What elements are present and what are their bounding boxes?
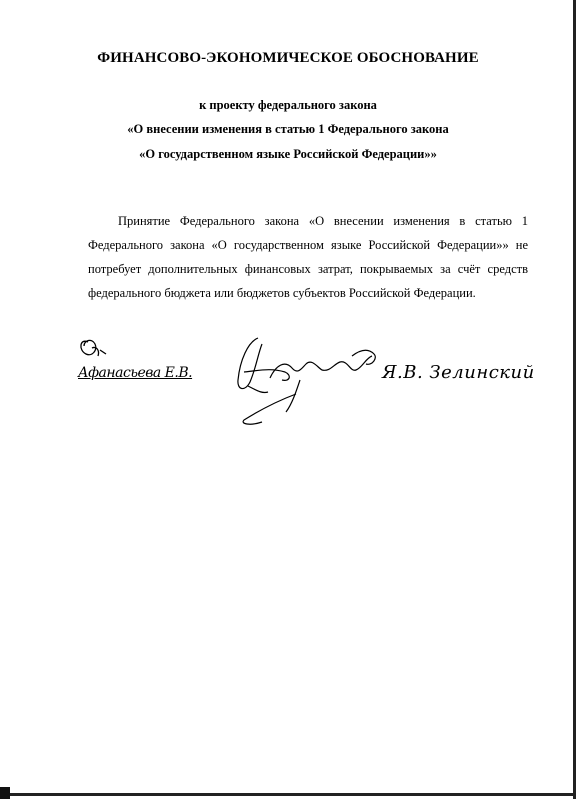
right-signature-name: Я.В. Зелинский xyxy=(382,362,535,383)
document-title: ФИНАНСОВО-ЭКОНОМИЧЕСКОЕ ОБОСНОВАНИЕ xyxy=(97,50,479,66)
subtitle-line-2: «О внесении изменения в статью 1 Федерального закона xyxy=(127,122,449,136)
subtitle-line-3: «О государственном языке Российской Федерации»» xyxy=(139,147,437,161)
signature-block xyxy=(0,320,576,440)
body-paragraph: Принятие Федерального закона «О внесении изменения в статью 1 Федерального закона «О государственном языке Российской Федерации»» не потребует дополнительных финансовых затрат, покрываемых за счёт средств федерального бюджета или бюджетов субъектов Российской Федерации. xyxy=(88,214,528,300)
left-signature-mark xyxy=(81,340,106,356)
subtitle-line-1: к проекту федерального закона xyxy=(199,98,377,112)
middle-signature-mark xyxy=(238,338,375,424)
scan-edge-bottom xyxy=(10,793,576,796)
left-signature-name: Афанасьева Е.В. xyxy=(78,365,193,381)
scan-corner xyxy=(0,787,10,799)
